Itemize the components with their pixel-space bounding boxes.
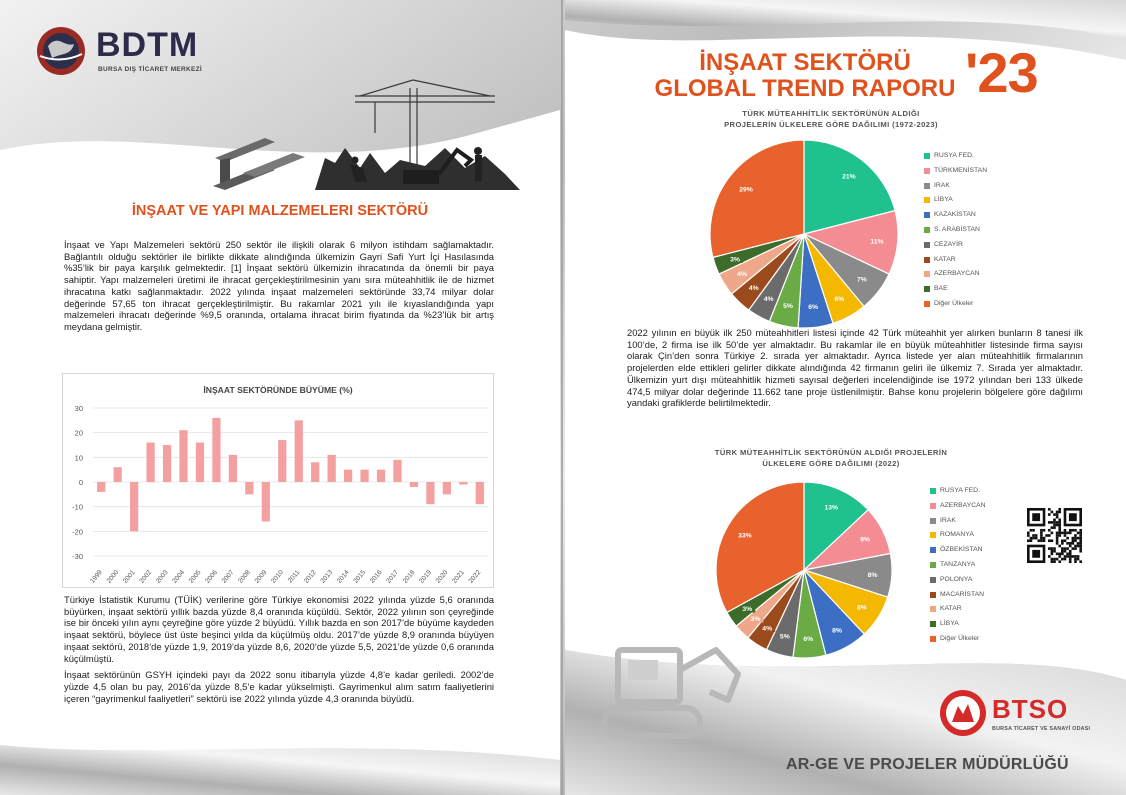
bar-2000 — [114, 467, 122, 482]
legend-label: Diğer Ülkeler — [934, 299, 974, 307]
pie1-legend — [924, 152, 987, 315]
bdtm-logo-name: BDTM — [96, 26, 199, 64]
bar-2005 — [196, 443, 204, 482]
legend-swatch — [924, 257, 930, 263]
x-tick-label: 2020 — [434, 569, 450, 585]
bar-2017 — [393, 460, 401, 482]
legend-label: RUSYA FED. — [934, 152, 974, 159]
x-tick-label: 2014 — [335, 569, 351, 585]
projects-text-block — [627, 327, 1083, 414]
legend-label: TANZANYA — [940, 560, 976, 568]
x-tick-label: 2002 — [138, 569, 154, 585]
legend-label: CEZAYİR — [934, 240, 963, 248]
legend-item — [930, 605, 986, 620]
legend-item — [930, 576, 986, 591]
x-tick-label: 2018 — [401, 569, 417, 585]
bar-2021 — [459, 482, 467, 484]
bar-chart-title: İNŞAAT SEKTÖRÜNDE BÜYÜME (%) — [203, 385, 353, 395]
legend-label: KATAR — [934, 255, 956, 263]
gdp-paragraph: İnşaat sektörünün GSYH içindeki payı da 2022 sonu itibarıyla yüzde 4,8’e kadar geriledi. 2002’de yüzde 4,5 olan bu pay, 2016’da yüzde 8,5’e kadar yükselmişti. Gayrimenkul alım satım faaliyetlerini içeren “gayrimenkul faaliyetleri” sektörü ise 2022 yılında yüzde 4,3 oranında büyüdü. — [64, 669, 494, 704]
legend-item — [924, 256, 987, 271]
legend-swatch — [930, 562, 936, 568]
legend-item — [924, 226, 987, 241]
x-tick-label: 2012 — [302, 569, 318, 585]
pie2-title-line2: ÜLKELERE GÖRE DAĞILIMI (2022) — [762, 459, 900, 468]
x-tick-label: 2011 — [286, 569, 302, 585]
pie-value-label: 4% — [763, 295, 774, 303]
pie-chart-1972-2023 — [700, 134, 910, 334]
report-title-line2: GLOBAL TREND RAPORU — [654, 75, 956, 102]
x-tick-label: 2015 — [352, 569, 368, 585]
bar-2004 — [179, 430, 187, 482]
legend-item — [924, 285, 987, 300]
globe-icon — [34, 24, 88, 78]
bar-1999 — [97, 482, 105, 492]
legend-item — [924, 167, 987, 182]
pie-value-label: 11% — [870, 238, 884, 246]
legend-swatch — [930, 606, 936, 612]
x-tick-label: 2013 — [319, 569, 335, 585]
legend-item — [924, 182, 987, 197]
pie1-title-line1: TÜRK MÜTEAHHİTLİK SEKTÖRÜNÜN ALDIĞI — [742, 109, 920, 118]
pie-value-label: 29% — [739, 186, 753, 194]
x-tick-label: 2005 — [187, 569, 203, 585]
report-title-line1: İNŞAAT SEKTÖRÜ — [699, 49, 911, 76]
pie-value-label: 8% — [857, 604, 867, 612]
legend-item — [930, 635, 986, 650]
pie-value-label: 9% — [860, 536, 871, 544]
x-tick-label: 1999 — [89, 569, 104, 585]
x-tick-label: 2004 — [171, 569, 187, 585]
legend-swatch — [924, 197, 930, 203]
bar-2016 — [377, 470, 385, 482]
legend-label: LİBYA — [940, 620, 959, 628]
x-tick-label: 2016 — [368, 569, 384, 585]
pie-value-label: 6% — [803, 636, 814, 644]
btso-emblem-icon — [938, 688, 988, 738]
growth-text-block — [64, 594, 494, 709]
pie2-title — [676, 447, 986, 469]
bar-2019 — [426, 482, 434, 504]
legend-swatch — [930, 503, 936, 509]
legend-swatch — [924, 286, 930, 292]
x-tick-label: 2003 — [154, 569, 170, 585]
x-tick-label: 2007 — [220, 569, 236, 585]
legend-item — [930, 546, 986, 561]
bar-2006 — [212, 418, 220, 482]
x-tick-label: 2006 — [204, 569, 220, 585]
bar-2014 — [344, 470, 352, 482]
legend-item — [930, 620, 986, 635]
bar-2015 — [360, 470, 368, 482]
legend-label: POLONYA — [940, 575, 973, 583]
legend-swatch — [930, 621, 936, 627]
legend-swatch — [924, 271, 930, 277]
pie-value-label: 5% — [779, 633, 790, 641]
legend-label: S. ARABİSTAN — [934, 225, 980, 233]
legend-label: ROMANYA — [940, 531, 974, 539]
y-tick-label: -30 — [72, 552, 83, 561]
pie-value-label: 13% — [824, 504, 839, 512]
pie-value-label: 6% — [808, 304, 819, 312]
btso-logo-subtitle: BURSA TİCARET VE SANAYİ ODASI — [992, 726, 1091, 732]
bdtm-logo-subtitle: BURSA DIŞ TİCARET MERKEZİ — [98, 66, 203, 73]
legend-label: ÖZBEKİSTAN — [940, 546, 983, 554]
legend-label: AZERBAYCAN — [940, 501, 986, 509]
x-tick-label: 2001 — [121, 569, 137, 585]
y-tick-label: 0 — [78, 478, 83, 487]
section-title: İNŞAAT VE YAPI MALZEMELERI SEKTÖRÜ — [131, 203, 429, 219]
pie2-title-line1: TÜRK MÜTEAHHİTLİK SEKTÖRÜNÜN ALDIĞI PROJELERİN — [714, 448, 948, 457]
legend-item — [930, 531, 986, 546]
legend-label: Diğer Ülkeler — [940, 634, 980, 642]
footer-department: AR-GE VE PROJELER MÜDÜRLÜĞÜ — [786, 756, 1069, 773]
pie-value-label: 33% — [738, 532, 752, 540]
legend-swatch — [930, 488, 936, 494]
legend-swatch — [924, 301, 930, 307]
legend-label: RUSYA FED. — [940, 487, 980, 494]
btso-logo — [938, 688, 1098, 740]
steel-beam-icon — [213, 138, 305, 190]
legend-item — [924, 241, 987, 256]
bar-2018 — [410, 482, 418, 487]
pie-value-label: 3% — [742, 606, 753, 614]
legend-item — [924, 196, 987, 211]
legend-item — [930, 487, 986, 502]
bar-2011 — [295, 420, 303, 482]
intro-paragraph: İnşaat ve Yapı Malzemeleri sektörü 250 sektör ile ilişkili olarak 6 milyon istihdam sağlamaktadır. Bağlantılı olduğu sektörler ile birlikte dikkate alındığında ülkemizin Gayri Safi Yurt İçi Hasılasında %35’lik bir paya karşılık gelmektedir. [1] İnşaat sektörü ülkemizin ihracatında da önemli bir paya sahiptir. Yapı malzemeleri üretimi ile ihracat gerçekleştirilmesinin yanı sıra müteahhitlik ile de hizmet ihracatına katkı sağlanmaktadır. 2022 yılında inşaat malzemeleri sektöründe 33,74 milyar dolar değerinde 57,65 ton ihracat gerçekleştirilmiştir. Bu rakamlar 2021 yılı ile kıyaslandığında yapı malzemeleri ihracatı değerinde %9,5 oranında, ortalama ihracat birim fiyatında da %23’lük bir artış meydana gelmiştir. — [64, 239, 494, 332]
bar-2020 — [443, 482, 451, 494]
legend-swatch — [930, 636, 936, 642]
legend-item — [924, 211, 987, 226]
x-tick-label: 2000 — [105, 569, 121, 585]
y-tick-label: -10 — [72, 502, 83, 512]
growth-paragraph: Türkiye İstatistik Kurumu (TÜİK) verilerine göre Türkiye ekonomisi 2022 yılında yüzde 5,6 oranında büyürken, inşaat sektörü yıllık bazda yüzde 8,4 oranında küçüldü. Sektör, 2022 yılının son çeyreğinde ise bir önceki yılın aynı çeyreğine göre yüzde 2 büyüdü. Yıllık bazda en son 2017’de büyüme kaydeden inşaat sektörü, böylece üst üste beşinci yılda da küçülmüş oldu. 2017’de yüzde 8,9 oranında büyüyen inşaat sektörü, 2018’de yüzde 1,9, 2019’da yüzde 8,6, 2020’de yüzde 5,5, 2021’de yüzde 0,6 oranında küçülmüştü. — [64, 594, 494, 664]
pie-value-label: 3% — [750, 616, 761, 624]
bar-2007 — [229, 455, 237, 482]
pie1-title-line2: PROJELERİN ÜLKELERE GÖRE DAĞILIMI (1972-2023) — [724, 120, 938, 129]
legend-label: TÜRKMENİSTAN — [934, 166, 988, 174]
y-tick-label: 20 — [74, 428, 83, 438]
construction-illustration — [195, 78, 525, 198]
bdtm-logo — [34, 24, 224, 82]
legend-swatch — [924, 242, 930, 248]
legend-item — [930, 561, 986, 576]
projects-paragraph: 2022 yılının en büyük ilk 250 müteahhitleri listesi içinde 42 Türk müteahhit yer alırken bunların 8 tanesi ilk 100’de, 2 firma ise ilk 50’de yer almaktadır. Bu rakamlar ile en büyük müteahhitler listesinde firma sayısı olarak Çin’den sonra Türkiye 2. sırada yer almaktadır. Ayrıca listede yer alan müteahhitlik firmalarının projelerden elde ettikleri gelirler dikkate alındığında 42 firmanın geliri ile ülkemiz 7. Sırada yer almaktadır. Ülkemizin yurt dışı müteahhitlik hizmeti sayısal değerleri incelendiğinde ise 1972 yılından beri 133 ülkede 474,5 milyar dolar değerinde 11.662 tane proje üstlenilmiştir. Bahse konu projelerin bölgelere göre dağılımı yandaki grafiklerde belirtilmektedir. — [627, 327, 1083, 409]
excavator-outline-icon — [598, 630, 758, 750]
y-tick-label: 30 — [74, 404, 83, 413]
legend-label: KAZAKİSTAN — [934, 211, 976, 219]
legend-label: AZERBAYCAN — [934, 270, 980, 278]
pie-value-label: 7% — [857, 276, 867, 284]
legend-swatch — [924, 153, 930, 159]
legend-swatch — [924, 227, 930, 233]
legend-label: BAE — [934, 285, 948, 293]
legend-swatch — [930, 518, 936, 524]
bar-2012 — [311, 462, 319, 482]
bar-2008 — [245, 482, 253, 494]
pie-value-label: 3% — [730, 256, 740, 264]
legend-swatch — [930, 577, 936, 583]
growth-bar-chart — [62, 373, 494, 588]
legend-item — [930, 502, 986, 517]
pie-value-label: 6% — [834, 295, 845, 303]
legend-label: KATAR — [940, 605, 962, 613]
legend-item — [930, 517, 986, 532]
legend-label: IRAK — [934, 181, 950, 189]
bar-2013 — [328, 455, 336, 482]
legend-swatch — [924, 212, 930, 218]
pie-value-label: 8% — [867, 571, 878, 579]
legend-swatch — [924, 183, 930, 189]
x-tick-label: 2008 — [237, 569, 252, 585]
pie-value-label: 4% — [737, 270, 748, 278]
legend-swatch — [930, 547, 936, 553]
bar-2002 — [146, 443, 154, 482]
y-tick-label: 10 — [74, 453, 83, 463]
bar-2010 — [278, 440, 286, 482]
legend-swatch — [930, 592, 936, 598]
x-tick-label: 2019 — [418, 569, 433, 585]
legend-label: LİBYA — [934, 196, 953, 204]
qr-code-icon[interactable] — [1027, 508, 1082, 563]
legend-item — [930, 591, 986, 606]
intro-text-block — [64, 239, 494, 338]
x-tick-label: 2021 — [451, 569, 466, 585]
report-year: '23 — [965, 41, 1038, 104]
x-tick-label: 2022 — [467, 569, 483, 585]
legend-item — [924, 152, 987, 167]
x-tick-label: 2010 — [270, 569, 285, 585]
legend-item — [924, 300, 987, 315]
pie2-legend — [930, 487, 986, 650]
pie-value-label: 5% — [783, 303, 793, 311]
bar-2001 — [130, 482, 138, 531]
report-title — [640, 50, 970, 102]
pie-value-label: 8% — [832, 627, 842, 635]
pie1-title — [676, 108, 986, 130]
x-tick-label: 2009 — [253, 569, 269, 585]
x-tick-label: 2017 — [385, 569, 401, 585]
legend-item — [924, 270, 987, 285]
bar-2009 — [262, 482, 270, 521]
pie-value-label: 21% — [842, 173, 856, 181]
legend-swatch — [930, 532, 936, 538]
bar-2022 — [476, 482, 484, 504]
bar-2003 — [163, 445, 171, 482]
legend-label: IRAK — [940, 516, 956, 524]
legend-label: MACARİSTAN — [940, 590, 985, 598]
pie-value-label: 4% — [748, 284, 759, 292]
y-tick-label: -20 — [72, 527, 83, 537]
legend-swatch — [924, 168, 930, 174]
btso-logo-name: BTSO — [992, 694, 1069, 724]
pie-value-label: 4% — [762, 625, 773, 633]
